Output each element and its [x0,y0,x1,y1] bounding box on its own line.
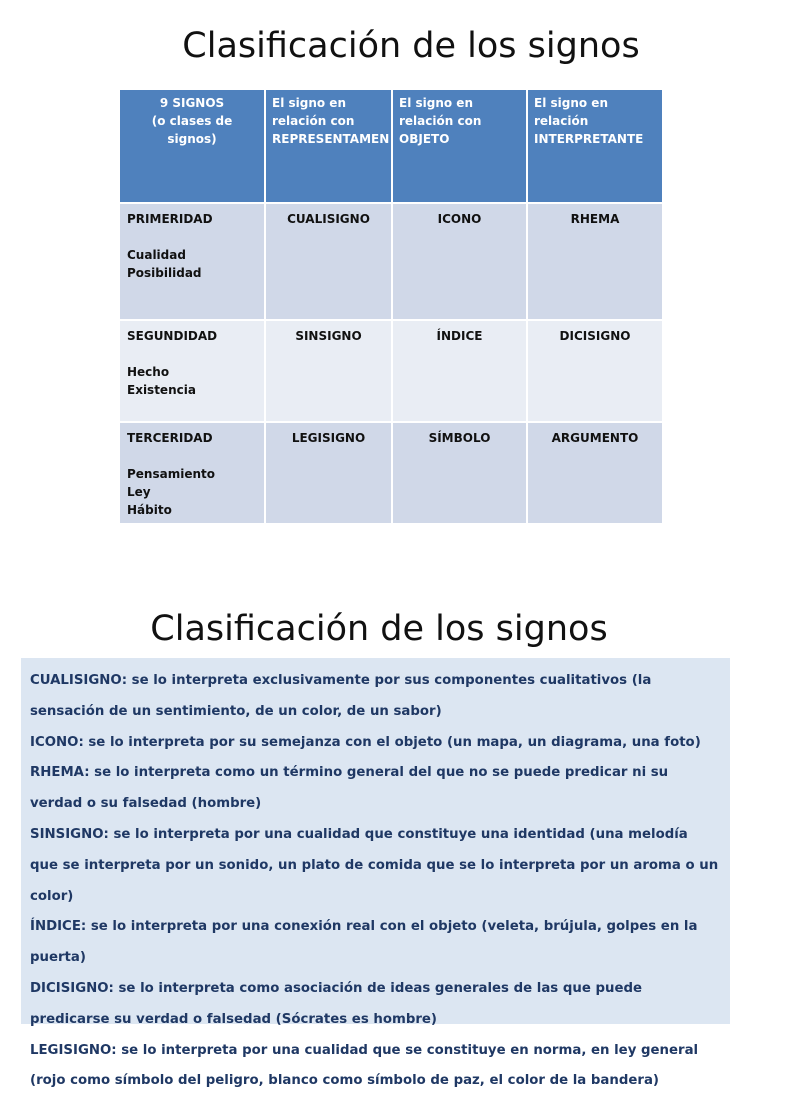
table-row [119,320,663,422]
header-line: El signo en [272,96,346,110]
slide1-title: Clasificación de los signos [182,26,640,66]
category-sub: Ley [127,485,151,499]
definition-rhema: RHEMA: se lo interpreta como un término general del que no se puede predicar ni su verdad o su falsedad (hombre) [30,765,669,812]
header-cell-interpretante [527,89,663,203]
header-line: 9 SIGNOS [159,96,225,110]
header-line: relación [534,114,589,128]
representamen-cell: LEGISIGNO [265,422,392,524]
objeto-cell: ICONO [392,203,527,320]
definition-indice: ÍNDICE: se lo interpreta por una conexión real con el objeto (veleta, brújula, golpes en la puerta) [30,919,698,966]
definition-cualisigno: CUALISIGNO: se lo interpreta exclusivamente por sus componentes cualitativos (la sensación de un sentimiento, de un color, de un sabor) [30,673,652,719]
representamen-cell: CUALISIGNO [265,203,392,320]
table-header-row [119,89,663,203]
header-line: El signo en [534,96,608,110]
category-sub: Hábito [127,503,172,517]
slide2-title: Clasificación de los signos [150,609,608,649]
representamen-cell: SINSIGNO [265,320,392,422]
definitions-box [21,658,730,1089]
category-sub: Hecho [127,365,170,379]
category-cell [119,203,265,320]
header-cell-signs [119,89,265,203]
header-cell-representamen [265,89,392,203]
category-sub: Posibilidad [127,266,202,280]
interpretante-cell: DICISIGNO [527,320,663,422]
signs-table [118,88,664,525]
category-cell [119,320,265,422]
objeto-cell: ÍNDICE [392,320,527,422]
objeto-cell: SÍMBOLO [392,422,527,524]
definition-dicisigno: DICISIGNO: se lo interpreta como asociación de ideas generales de las que puede predicarse su verdad o falsedad (Sócrates es hombre) [30,980,643,1027]
header-line: OBJETO [399,132,450,146]
category-sub: Cualidad [127,248,186,262]
header-line: relación con [272,114,355,128]
category-sub: Existencia [127,383,196,397]
category-label: TERCERIDAD [127,431,213,445]
header-line: (o clases de signos) [151,114,233,146]
header-line: REPRESENTAMEN [272,132,390,146]
table-row [119,422,663,524]
definition-legisigno: LEGISIGNO: se lo interpreta por una cualidad que se constituye en norma, en ley general (rojo como símbolo del peligro, blanco como símbolo de paz, el color de la bandera) [30,1042,699,1089]
header-line: relación con [399,114,482,128]
category-sub: Pensamiento [127,467,215,481]
definition-icono: ICONO: se lo interpreta por su semejanza con el objeto (un mapa, un diagrama, una foto) [30,734,701,750]
category-cell [119,422,265,524]
header-line: El signo en [399,96,473,110]
interpretante-cell: RHEMA [527,203,663,320]
interpretante-cell: ARGUMENTO [527,422,663,524]
category-label: PRIMERIDAD [127,212,213,226]
header-line: INTERPRETANTE [534,132,644,146]
header-cell-objeto [392,89,527,203]
category-label: SEGUNDIDAD [127,329,218,343]
table-row [119,203,663,320]
definition-sinsigno: SINSIGNO: se lo interpreta por una cualidad que constituye una identidad (una melodía que se interpreta por un sonido, un plato de comida que se lo interpreta por un aroma o un color) [30,826,719,904]
